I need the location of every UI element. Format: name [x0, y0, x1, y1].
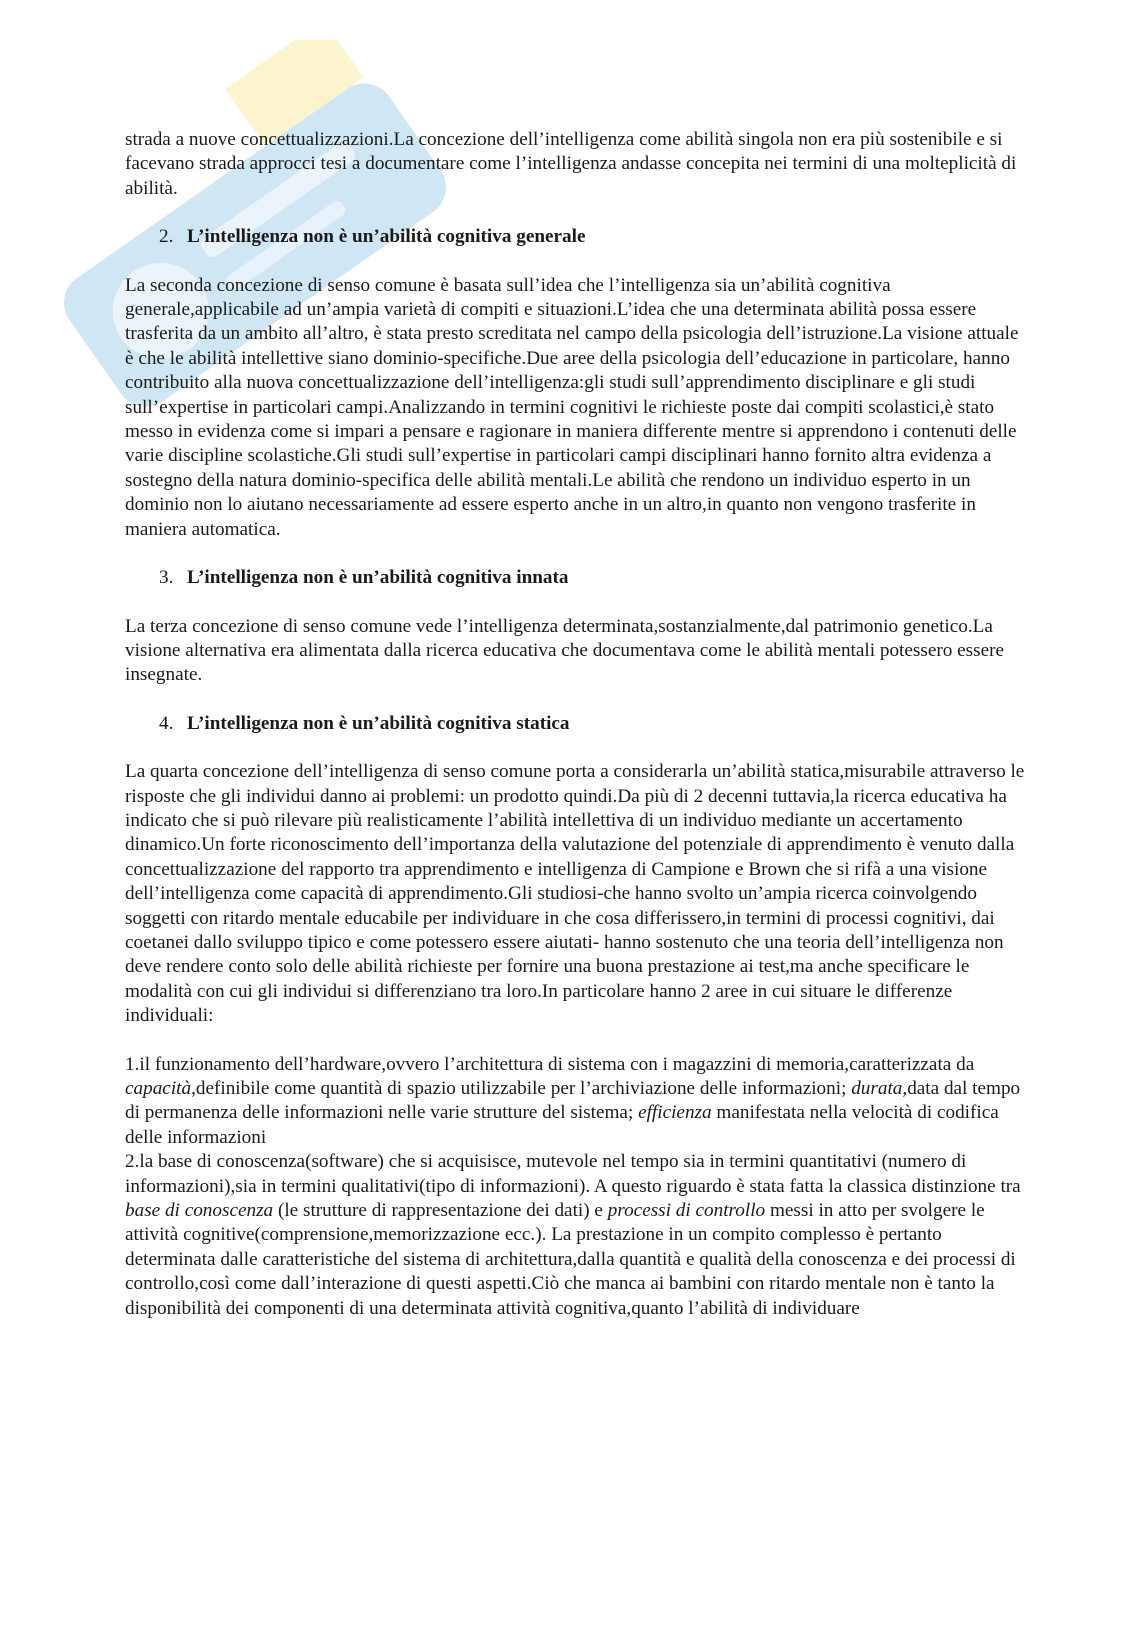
paragraph-section-4: La quarta concezione dell’intelligenza di senso comune porta a considerarla un’abilità statica,misurabile attraverso le risposte che gli individui danno ai problemi: un prodotto quindi.Da più di 2 decenni tuttavia,la ricerca educativa ha indicato che si può rilevare più realisticamente l’abilità intellettiva di un individuo mediante un accertamento dinamico.Un forte riconoscimento dell’importanza della valutazione del potenziale di apprendimento è venuto dalla concettualizzazione del rapporto tra apprendimento e intelligenza di Campione e Brown che si rifà a una visione dell’intelligenza come capacità di apprendimento.Gli studiosi-che hanno svolto un’ampia ricerca coinvolgendo soggetti con ritardo mentale educabile per individuare in che cosa differissero,in termini di processi cognitivi, dai coetanei dallo sviluppo tipico e come potessero essere aiutati- hanno sostenuto che una teoria dell’intelligenza non deve rendere conto solo delle abilità richieste per fornire una buona prestazione ai test,ma anche specificare le modalità con cui gli individui si differenziano tra loro.In particolare hanno 2 aree in cui situare le differenze individuali:: [125, 761, 1025, 1027]
section-number-3: 3.: [159, 567, 174, 589]
section-heading-2: [159, 225, 1025, 249]
italic-term-processi-controllo: processi di controllo: [607, 1200, 766, 1222]
section-title-2: L’intelligenza non è un’abilità cognitiva generale: [187, 226, 586, 248]
section-number-2: 2.: [159, 226, 174, 248]
italic-term-durata: durata: [851, 1078, 903, 1099]
text-run: messi in atto per svolgere le attività cognitive(comprensione,memorizzazione ecc.). La prestazione in un compito complesso è pertanto determinata dalle caratteristiche del sistema di architettura,dalla quantità e qualità della conoscenza e dei processi di controllo,così come dall’interazione di questi aspetti.Ciò che manca ai bambini con ritardo mentale non è tanto la disponibilità dei componenti di una determinata attività cognitiva,quanto l’abilità di individuare: [125, 1200, 1016, 1319]
text-run: manifestata nella velocità di codifica delle informazioni: [125, 1102, 999, 1148]
text-run: 1.il funzionamento dell’hardware,ovvero l’architettura di sistema con i magazzini di memoria,caratterizzata da: [125, 1053, 975, 1075]
section-number-4: 4.: [159, 712, 174, 734]
paragraph-section-3: La terza concezione di senso comune vede l’intelligenza determinata,sostanzialmente,dal patrimonio genetico.La visione alternativa era alimentata dalla ricerca educativa che documentava come le abilità mentali potessero essere insegnate.: [125, 615, 1004, 686]
text-run: 2.la base di conoscenza(software) che si acquisisce, mutevole nel tempo sia in termini quantitativi (numero di informazioni),sia in termini qualitativi(tipo di informazioni). A questo riguardo è stata fatta la classica distinzione tra: [125, 1151, 1021, 1197]
section-title-3: L’intelligenza non è un’abilità cognitiva innata: [187, 567, 569, 589]
section-heading-4: [159, 712, 1025, 736]
paragraph-intro: strada a nuove concettualizzazioni.La concezione dell’intelligenza come abilità singola non era più sostenibile e si facevano strada approcci tesi a documentare come l’intelligenza andasse concepita nei termini di una molteplicità di abilità.: [125, 129, 1017, 199]
section-title-4: L’intelligenza non è un’abilità cognitiva statica: [187, 712, 570, 734]
document-page: [125, 128, 1025, 1321]
paragraph-section-2: La seconda concezione di senso comune è basata sull’idea che l’intelligenza sia un’abilità cognitiva generale,applicabile ad un’ampia varietà di compiti e situazioni.L’idea che una determinata abilità possa essere trasferita da un ambito all’altro, è stata presto screditata nel campo della psicologia dell’istruzione.La visione attuale è che le abilità intellettive siano dominio-specifiche.Due aree della psicologia dell’educazione in particolare, hanno contribuito alla nuova concettualizzazione dell’intelligenza:gli studi sull’apprendimento disciplinare e gli studi sull’expertise in particolari campi.Analizzando in termini cognitivi le richieste poste dai compiti scolastici,è stato messo in evidenza come si impari a pensare e ragionare in maniera differente mentre si apprendono i contenuti delle varie discipline scolastiche.Gli studi sull’expertise in particolari campi disciplinari hanno fornito altra evidenza a sostegno della natura dominio-specifica delle abilità mentali.Le abilità che rendono un individuo esperto in un dominio non lo aiutano necessariamente ad essere esperto anche in un altro,in quanto non vengono trasferite in maniera automatica.: [125, 274, 1019, 540]
text-run: (le strutture di rappresentazione dei dati) e: [273, 1200, 608, 1222]
text-run: ,data dal tempo di permanenza delle informazioni nelle varie strutture del sistema;: [125, 1078, 1021, 1124]
text-run: ,definibile come quantità di spazio utilizzabile per l’archiviazione delle informazioni;: [191, 1078, 852, 1099]
italic-term-base-conoscenza: base di conoscenza: [125, 1200, 274, 1222]
paragraph-software: [125, 1150, 1025, 1321]
section-heading-3: [159, 566, 1025, 590]
paragraph-hardware: [125, 1053, 1025, 1151]
italic-term-capacita: capacità: [125, 1078, 192, 1099]
italic-term-efficienza: efficienza: [638, 1102, 712, 1124]
